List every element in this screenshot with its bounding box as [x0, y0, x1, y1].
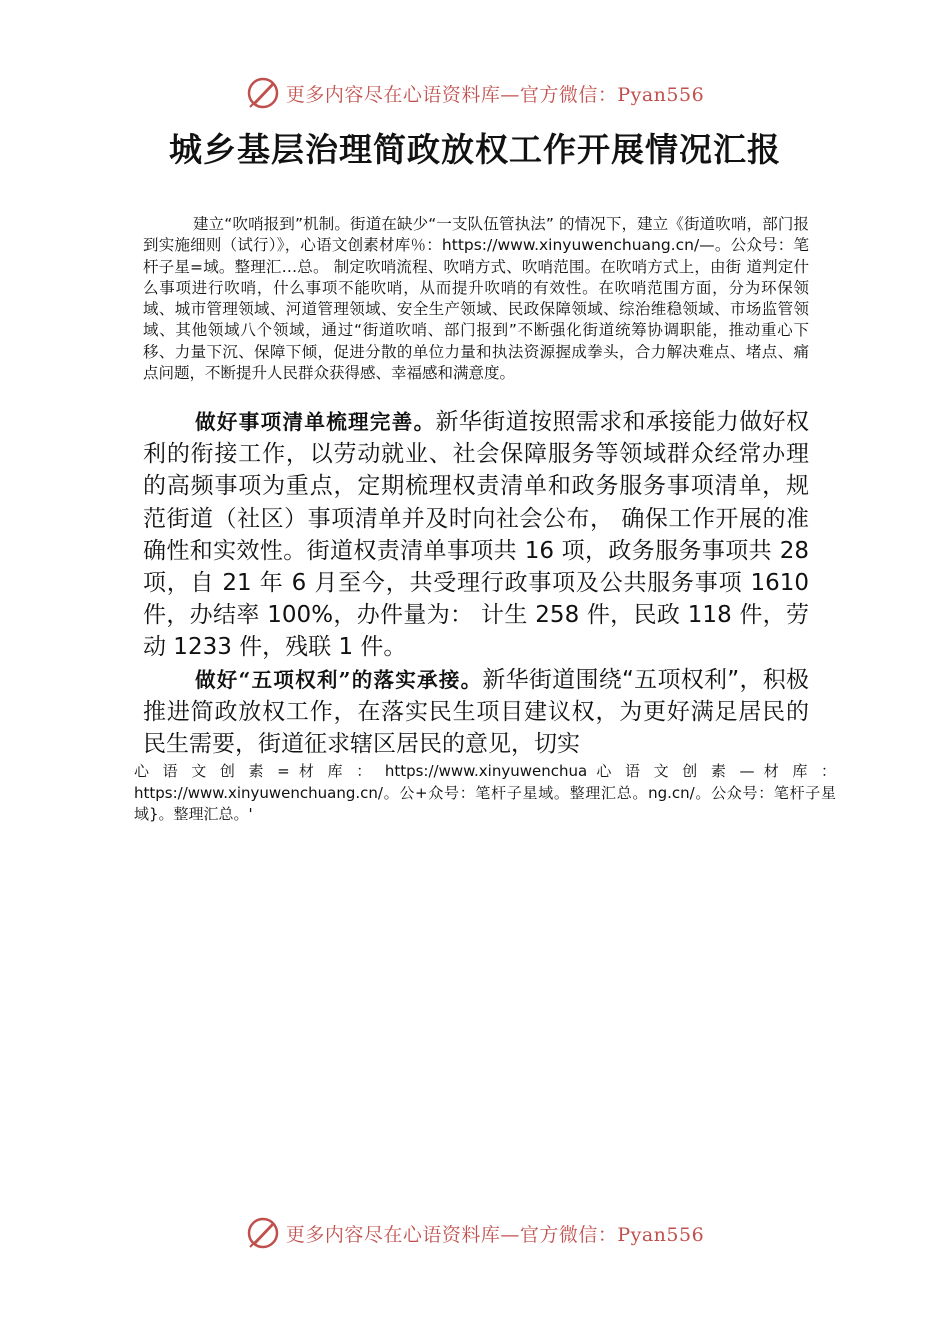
paragraph-whistle-mechanism: 建立“吹哨报到”机制。街道在缺少“一支队伍管执法” 的情况下，建立《街道吹哨，部门报到实施细则（试行）》，心语文创素材库％：https://www.xinyuwenchuang.cn/—。公众号：笔杆子星=域。整理汇…总。 制定吹哨流程、吹哨方式、吹哨范围。在吹哨方式上，由街 道判定什么事项进行吹哨，什么事项不能吹哨，从而提升吹哨的有效性。在吹哨范围方面，分为环保领域、城市管理领域、河道管理领域、安全生产领域、民政保障领域、综治维稳领域、市场监管领域、其他领域八个领域，通过“街道吹哨、部门报到”不断强化街道统筹协调职能，推动重心下移、力量下沉、保障下倾，促进分散的单位力量和执法资源握成拳头，合力解决难点、堵点、痛点问题，不断提升人民群众获得感、幸福感和满意度。	[143, 215, 809, 383]
footer-banner-text: 更多内容尽在心语资料库—官方微信：Pyan556	[285, 1223, 705, 1246]
header-banner	[0, 73, 950, 113]
paragraph-lead-heading: 做好事项清单梳理完善。	[195, 410, 436, 434]
footer-banner	[0, 1213, 950, 1253]
paragraph-body-text: 新华街道按照需求和承接能力做好权利的衔接工作，以劳动就业、社会保障服务等领域群众经常办理的高频事项为重点，定期梳理权责清单和政务服务事项清单，规范街道（社区）事项清单并及时向社会公布， 确保工作开展的准确性和实效性。街道权责清单事项共 16 项，政务服务事项共 28 项，自 21 年 6 月至今，共受理行政事项及公共服务事项 1610 件，办结率 100%，办件量为： 计生 258 件，民政 118 件，劳动 1233 件，残联 1 件。	[143, 409, 810, 661]
quill-pen-logo-icon	[246, 76, 280, 110]
document-title: 城乡基层治理简政放权工作开展情况汇报	[169, 130, 781, 169]
paragraph-lead-heading: 做好“五项权利”的落实承接。	[195, 668, 483, 692]
source-note: 心 语 文 创 素 = 材 库 ： https://www.xinyuwenchua 心 语 文 创 素 — 材 库 ： https://www.xinyuwenchuang.cn/。公+众号：笔杆子星域。整理汇总。ng.cn/。公众号：笔杆子星域}。整理汇总。'	[134, 762, 836, 823]
paragraph-five-rights	[143, 664, 809, 761]
paragraph-body-text: 新华街道围绕“五项权利”，积极推进简政放权工作，在落实民生项目建议权，为更好满足居民的民生需要，街道征求辖区居民的意见，切实	[143, 667, 809, 758]
header-banner-text: 更多内容尽在心语资料库—官方微信：Pyan556	[285, 83, 705, 106]
paragraph-item-list	[143, 406, 809, 664]
quill-pen-logo-icon	[246, 1216, 280, 1250]
